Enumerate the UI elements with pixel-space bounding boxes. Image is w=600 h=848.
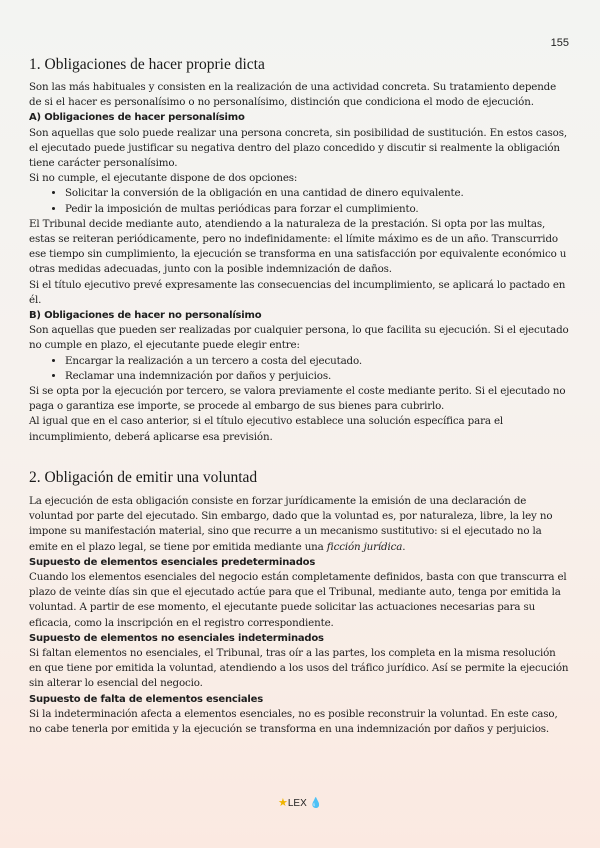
section-body [29,494,569,737]
intro-text: La ejecución de esta obligación consiste en forzar jurídicamente la emisión de una declaración de voluntad por parte del ejecutado. Sin embargo, dado que la voluntad es, por naturaleza, libre, la ley no impone su manifestación material, sino que recurre a un mecanismo sustitutivo: si el ejecutado no la emite en el plazo legal, se tiene por emitida mediante una [29,495,553,553]
section-title: 1. Obligaciones de hacer proprie dicta [29,56,265,73]
subsection-heading: A) Obligaciones de hacer personalísimo [29,112,245,124]
paragraph: Son aquellas que pueden ser realizadas por cualquier persona, lo que facilita su ejecución. Si el ejecutado no cumple en plazo, el ejecutante puede elegir entre: [29,324,569,352]
subsection-heading: Supuesto de elementos no esenciales indeterminados [29,632,324,644]
list-item: • Reclamar una indemnización por daños y perjuicios. [65,369,569,384]
list-item: • Pedir la imposición de multas periódicas para forzar el cumplimiento. [65,202,569,217]
footer-brand [0,796,600,809]
section-body [29,80,569,445]
paragraph: Al igual que en el caso anterior, si el título ejecutivo establece una solución específica para el incumplimiento, deberá aplicarse esa previsión. [29,415,504,443]
subsection-heading: Supuesto de falta de elementos esenciales [29,693,263,705]
emphasis-term: ficción jurídica [326,540,403,553]
list-item: • Encargar la realización a un tercero a costa del ejecutado. [65,354,569,369]
subsection-heading: Supuesto de elementos esenciales predeterminados [29,556,316,568]
star-icon: ★ [277,797,288,809]
paragraph: Si la indeterminación afecta a elementos esenciales, no es posible reconstruir la voluntad. En este caso, no cabe tenerla por emitida y la ejecución se transforma en una indemnización por daños y perjuicios. [29,707,558,736]
paragraph: Si no cumple, el ejecutante dispone de dos opciones: [29,172,298,185]
subsection-heading: B) Obligaciones de hacer no personalísimo [29,310,262,322]
paragraph: Son las más habituales y consisten en la realización de una actividad concreta. Su tratamiento depende de si el hacer es personalísimo o no personalísimo, distinción que condiciona el modo de ejecución. [29,81,557,109]
section-title: 2. Obligación de emitir una voluntad [29,469,258,486]
brand-name: LEX [287,798,307,809]
paragraph: El Tribunal decide mediante auto, atendiendo a la naturaleza de la prestación. Si opta por las multas, estas se reiteran periódicamente, pero no indefinidamente: el límite máximo es de un año. Transcurrido ese tiempo sin cumplimiento, la ejecución se transforma en una satisfacción por equivalente económico u otras medidas adecuadas, junto con la posible indemnización de daños. [29,217,567,276]
page-number: 155 [550,37,569,49]
drop-icon: 💧 [309,798,322,809]
paragraph: Si faltan elementos no esenciales, el Tribunal, tras oír a las partes, los completa en la misma resolución en que tiene por emitida la voluntad, atendiendo a los usos del tráfico jurídico. Así se permite la ejecución sin alterar lo esencial del negocio. [29,647,569,690]
bullet-list [29,186,569,216]
paragraph: Cuando los elementos esenciales del negocio están completamente definidos, basta con que transcurra el plazo de veinte días sin que el ejecutado actúe para que el Tribunal, mediante auto, tenga por emitida la voluntad. A partir de ese momento, el ejecutante puede solicitar las actuaciones necesarias para su eficacia, como la inscripción en el registro correspondiente. [29,571,567,629]
paragraph [29,494,569,555]
list-item: • Solicitar la conversión de la obligación en una cantidad de dinero equivalente. [65,186,569,201]
paragraph: Si el título ejecutivo prevé expresamente las consecuencias del incumplimiento, se aplicará lo pactado en él. [29,278,566,306]
intro-end: . [402,540,406,553]
paragraph: Si se opta por la ejecución por tercero, se valora previamente el coste mediante perito. Si el ejecutado no paga o garantiza ese importe, se procede al embargo de sus bienes para cubrirlo. [29,385,566,413]
bullet-list [29,354,569,384]
paragraph: Son aquellas que solo puede realizar una persona concreta, sin posibilidad de sustitución. En estos casos, el ejecutado puede justificar su negativa dentro del plazo concedido y discutir si realmente la obligación tiene carácter personalísimo. [29,126,567,170]
